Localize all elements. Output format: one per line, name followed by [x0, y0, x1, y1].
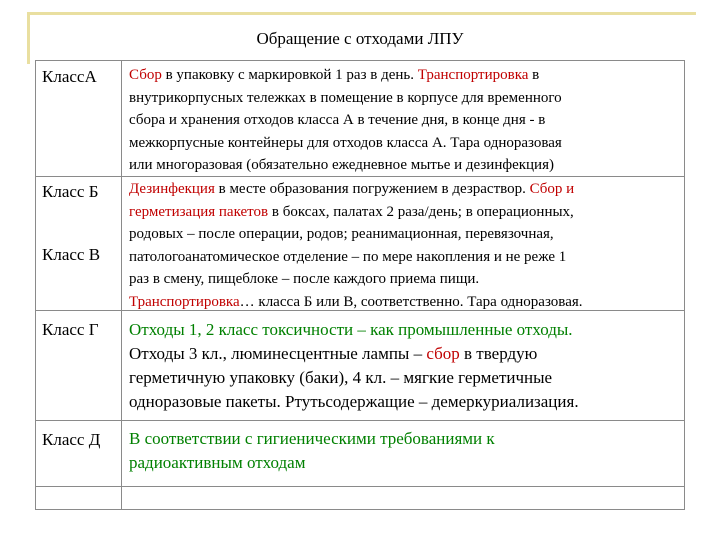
column-divider [121, 60, 122, 510]
accent-line-horizontal [27, 12, 696, 15]
text-run: межкорпусные контейнеры для отходов класса А. Тара одноразовая [129, 134, 562, 151]
highlight-red: Сбор и [529, 181, 575, 197]
row-divider [35, 486, 685, 487]
class-a-label-letter: А [84, 67, 97, 86]
text-run: в [528, 67, 540, 83]
text-run: в твердую [459, 344, 538, 363]
text-line [129, 427, 681, 451]
class-a-label [42, 67, 97, 87]
text-run: патологоанатомическое отделение – по мере накопления и не реже 1 [129, 248, 567, 265]
text-line [129, 109, 681, 132]
text-line [129, 178, 681, 201]
text-run: внутрикорпусных тележках в помещение в корпусе для временного [129, 89, 562, 106]
text-run: сбора и хранения отходов класса А в течение дня, в конце дня - в [129, 112, 546, 128]
row-divider [35, 420, 685, 421]
text-line [129, 64, 681, 87]
text-run: … класса Б или В, соответственно. Тара одноразовая. [239, 293, 583, 310]
text-run: одноразовые пакеты. Ртутьсодержащие – демеркуриализация. [129, 392, 579, 411]
text-run: Отходы 3 кл., люминесцентные лампы – [129, 344, 427, 363]
text-line [129, 342, 681, 366]
text-line [129, 451, 681, 475]
text-line [129, 366, 681, 390]
text-line [129, 201, 681, 224]
class-a-label-word: Класс [42, 67, 85, 86]
text-run: раз в смену, пищеблоке – после каждого приема пищи. [129, 271, 480, 287]
text-run: герметичную упаковку (баки), 4 кл. – мягкие герметичные [129, 368, 553, 387]
class-d-label: Класс Д [42, 430, 101, 449]
text-line [129, 154, 681, 177]
text-run: в упаковку с маркировкой 1 раз в день. [161, 67, 418, 83]
highlight-red: Дезинфекция [129, 181, 215, 197]
highlight-green: радиоактивным отходам [129, 453, 306, 472]
class-g-description [129, 318, 681, 414]
text-run: в месте образования погружением в дезраствор. [214, 181, 530, 197]
class-v-label: Класс В [42, 245, 101, 264]
highlight-red: герметизация пакетов [129, 203, 269, 220]
highlight-red: Сбор [129, 67, 162, 83]
text-line [129, 246, 681, 269]
text-line [129, 318, 681, 342]
class-a-description [129, 64, 681, 177]
class-d-description [129, 427, 681, 475]
text-line [129, 223, 681, 246]
page-title: Обращение с отходами ЛПУ [256, 29, 464, 48]
class-b-v-description [129, 178, 681, 313]
text-run: в боксах, палатах 2 раза/день; в операционных, [268, 203, 574, 220]
highlight-red: Транспортировка [129, 293, 240, 310]
highlight-green: В соответствии с гигиеническими требованиями к [129, 429, 495, 448]
class-b-label: Класс Б [42, 182, 99, 201]
highlight-red: Транспортировка [417, 67, 529, 83]
text-line [129, 132, 681, 155]
text-line [129, 390, 681, 414]
text-run: родовых – после операции, родов; реанимационная, перевязочная, [129, 226, 554, 242]
text-run: или многоразовая (обязательно ежедневное мытье и дезинфекция) [129, 157, 554, 173]
highlight-red: сбор [426, 344, 460, 363]
class-g-label: Класс Г [42, 320, 99, 339]
highlight-green: Отходы 1, 2 класс токсичности – как промышленные отходы. [129, 320, 573, 339]
text-line [129, 87, 681, 110]
text-line [129, 268, 681, 291]
text-line [129, 291, 681, 314]
